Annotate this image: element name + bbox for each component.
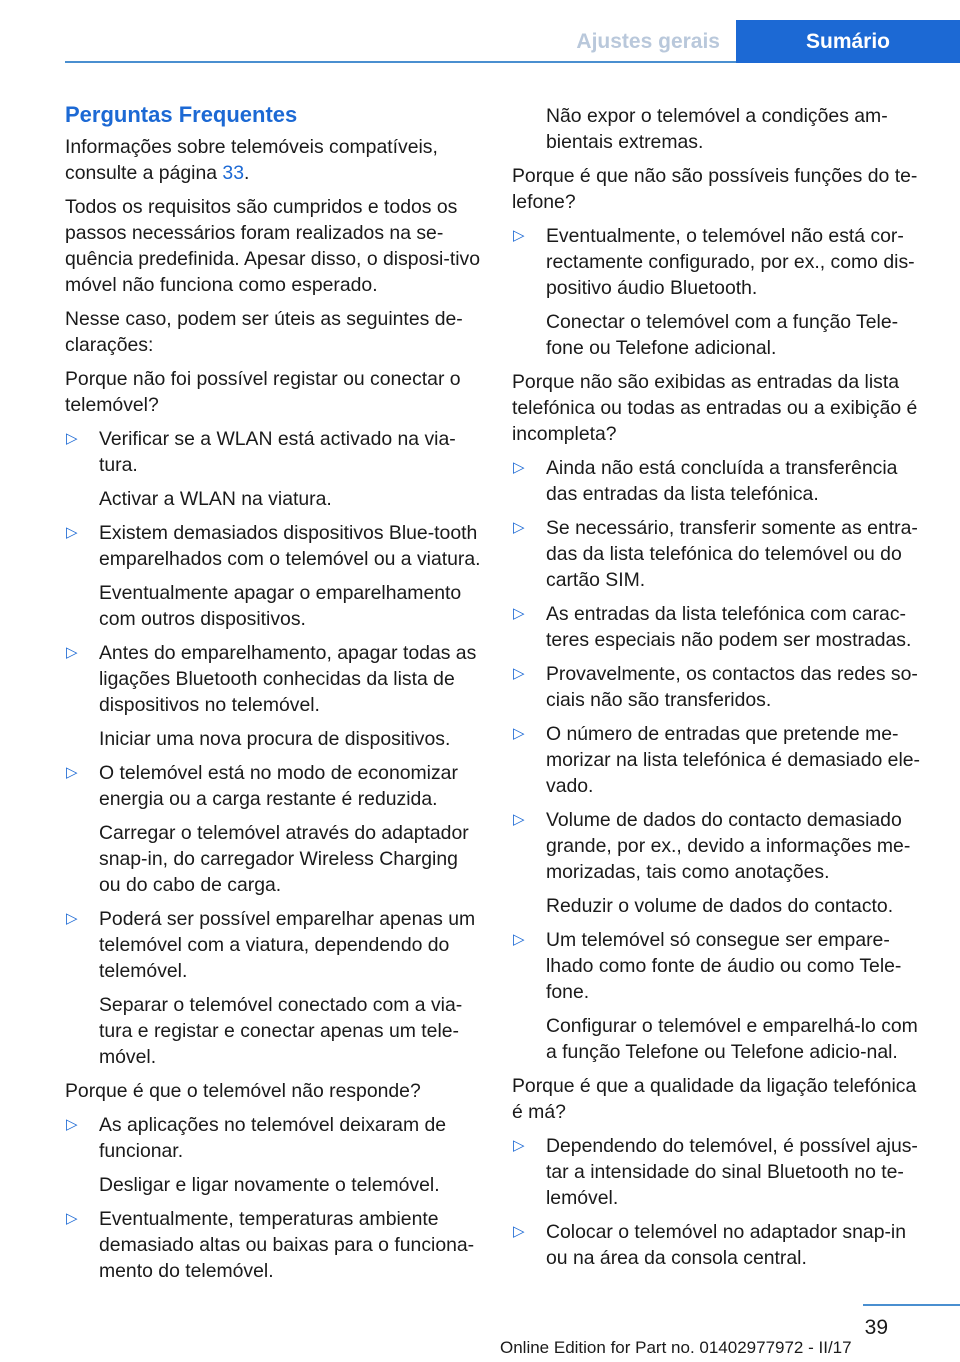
list-item-solution: Separar o telemóvel conectado com a via-tura e registar e conectar apenas um tele-móvel. bbox=[99, 994, 463, 1068]
list-item-text: O telemóvel está no modo de economizar energia ou a carga restante é reduzida. bbox=[99, 762, 458, 810]
list-item bbox=[512, 1219, 930, 1271]
list-item-text: O número de entradas que pretende me-morizar na lista telefónica é demasiado ele-vado. bbox=[546, 723, 920, 797]
triangle-bullet-icon: ▷ bbox=[66, 644, 78, 661]
list-item-solution: Conectar o telemóvel com a função Tele-fone ou Telefone adicional. bbox=[546, 311, 899, 359]
question: Porque é que o telemóvel não responde? bbox=[65, 1080, 421, 1102]
list-item bbox=[512, 515, 930, 593]
footer-edition: Online Edition for Part no. 01402977972 - II/17 bbox=[500, 1338, 852, 1357]
triangle-bullet-icon: ▷ bbox=[66, 430, 78, 447]
tab-ajustes-gerais[interactable]: Ajustes gerais bbox=[576, 30, 720, 53]
question: Porque não foi possível registar ou conectar o telemóvel? bbox=[65, 368, 461, 416]
paragraph: Nesse caso, podem ser úteis as seguintes de-clarações: bbox=[65, 308, 463, 356]
triangle-bullet-icon: ▷ bbox=[513, 665, 525, 682]
list-item-text: Eventualmente, temperaturas ambiente demasiado altas ou baixas para o funciona-mento do telemóvel. bbox=[99, 1208, 475, 1282]
section-title: Perguntas Frequentes bbox=[65, 102, 298, 127]
list-item bbox=[65, 1206, 483, 1284]
triangle-bullet-icon: ▷ bbox=[513, 227, 525, 244]
list-item bbox=[512, 927, 930, 1005]
list-item bbox=[512, 601, 930, 653]
question: Porque é que não são possíveis funções do te-lefone? bbox=[512, 165, 918, 213]
list-item-solution: Eventualmente apagar o emparelhamento com outros dispositivos. bbox=[99, 582, 462, 630]
triangle-bullet-icon: ▷ bbox=[513, 519, 525, 536]
right-column bbox=[512, 103, 930, 1279]
list-item-text: Poderá ser possível emparelhar apenas um telemóvel com a viatura, dependendo do telemóvel. bbox=[99, 908, 476, 982]
list-item bbox=[65, 906, 483, 984]
header-bar bbox=[0, 20, 960, 62]
list-item-text: Um telemóvel só consegue ser empare-lhado como fonte de áudio ou como Tele-fone. bbox=[546, 929, 902, 1003]
footer-rule bbox=[863, 1304, 960, 1306]
triangle-bullet-icon: ▷ bbox=[66, 910, 78, 927]
list-item-text: Se necessário, transferir somente as entra-das da lista telefónica do telemóvel ou do cartão SIM. bbox=[546, 517, 918, 591]
list-item-solution: Configurar o telemóvel e emparelhá-lo com a função Telefone ou Telefone adicio-nal. bbox=[546, 1015, 918, 1063]
list-item-text: Volume de dados do contacto demasiado grande, por ex., devido a informações me-morizadas, tais como anotações. bbox=[546, 809, 911, 883]
list-item-text: Verificar se a WLAN está activado na via-tura. bbox=[99, 428, 456, 476]
list-item bbox=[65, 426, 483, 478]
left-column bbox=[65, 100, 483, 1292]
list-item-solution: Reduzir o volume de dados do contacto. bbox=[546, 895, 894, 917]
triangle-bullet-icon: ▷ bbox=[513, 459, 525, 476]
list-item-text: As aplicações no telemóvel deixaram de funcionar. bbox=[99, 1114, 447, 1162]
tab-sumario[interactable]: Sumário bbox=[736, 20, 960, 63]
list-item bbox=[512, 1133, 930, 1211]
list-item bbox=[65, 520, 483, 572]
list-item-text: Dependendo do telemóvel, é possível ajus-tar a intensidade do sinal Bluetooth no te-lemóvel. bbox=[546, 1135, 918, 1209]
list-item bbox=[65, 1112, 483, 1164]
list-item-solution: Iniciar uma nova procura de dispositivos. bbox=[99, 728, 451, 750]
list-item bbox=[512, 223, 930, 301]
triangle-bullet-icon: ▷ bbox=[66, 1116, 78, 1133]
list-item bbox=[512, 455, 930, 507]
triangle-bullet-icon: ▷ bbox=[513, 1223, 525, 1240]
page-number: 39 bbox=[864, 1316, 888, 1339]
list-item-solution: Carregar o telemóvel através do adaptador snap-in, do carregador Wireless Charging ou do cabo de carga. bbox=[99, 822, 469, 896]
triangle-bullet-icon: ▷ bbox=[513, 931, 525, 948]
list-item-text: Eventualmente, o telemóvel não está cor-rectamente configurado, por ex., como dis-positivo áudio Bluetooth. bbox=[546, 225, 915, 299]
list-item-text: Antes do emparelhamento, apagar todas as ligações Bluetooth conhecidas da lista de dispositivos no telemóvel. bbox=[99, 642, 477, 716]
triangle-bullet-icon: ▷ bbox=[66, 1210, 78, 1227]
page-link[interactable]: 33 bbox=[222, 162, 244, 184]
triangle-bullet-icon: ▷ bbox=[66, 524, 78, 541]
list-item-solution: Não expor o telemóvel a condições am-bientais extremas. bbox=[546, 105, 888, 153]
list-item bbox=[512, 721, 930, 799]
triangle-bullet-icon: ▷ bbox=[513, 811, 525, 828]
triangle-bullet-icon: ▷ bbox=[66, 764, 78, 781]
question: Porque não são exibidas as entradas da lista telefónica ou todas as entradas ou a exibição é incompleta? bbox=[512, 371, 918, 445]
triangle-bullet-icon: ▷ bbox=[513, 725, 525, 742]
list-item bbox=[65, 760, 483, 812]
list-item-solution: Activar a WLAN na viatura. bbox=[99, 488, 332, 510]
list-item-text: Colocar o telemóvel no adaptador snap-in ou na área da consola central. bbox=[546, 1221, 907, 1269]
triangle-bullet-icon: ▷ bbox=[513, 1137, 525, 1154]
intro-text: Informações sobre telemóveis compatíveis, consulte a página bbox=[65, 136, 438, 184]
question: Porque é que a qualidade da ligação telefónica é má? bbox=[512, 1075, 917, 1123]
list-item bbox=[65, 640, 483, 718]
paragraph: Todos os requisitos são cumpridos e todos os passos necessários foram realizados na se-quência predefinida. Apesar disso, o disposi-tivo móvel não funciona como esperado. bbox=[65, 196, 480, 296]
list-item-text: Existem demasiados dispositivos Blue-tooth emparelhados com o telemóvel ou a viatura. bbox=[99, 522, 481, 570]
list-item bbox=[512, 661, 930, 713]
intro-paragraph bbox=[65, 134, 483, 186]
triangle-bullet-icon: ▷ bbox=[513, 605, 525, 622]
intro-suffix: . bbox=[243, 162, 250, 184]
list-item bbox=[512, 807, 930, 885]
list-item-text: Ainda não está concluída a transferência das entradas da lista telefónica. bbox=[546, 457, 898, 505]
list-item-text: As entradas da lista telefónica com carac-teres especiais não podem ser mostradas. bbox=[546, 603, 912, 651]
list-item-solution: Desligar e ligar novamente o telemóvel. bbox=[99, 1174, 440, 1196]
list-item-text: Provavelmente, os contactos das redes so-ciais não são transferidos. bbox=[546, 663, 918, 711]
